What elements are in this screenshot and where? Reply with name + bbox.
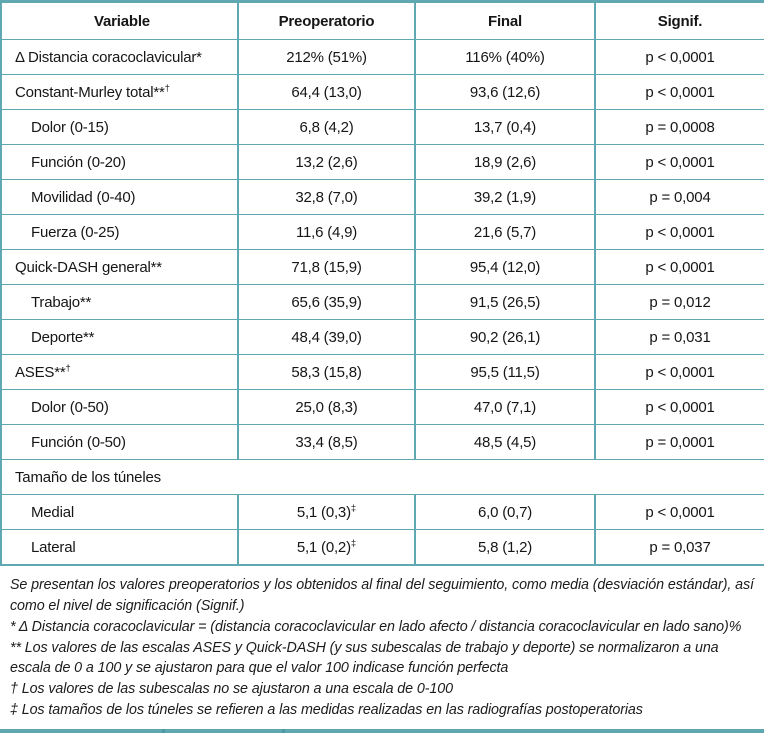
preoperative-value: 48,4 (39,0) — [238, 320, 415, 355]
significance-value: p = 0,004 — [595, 180, 764, 215]
table-row — [1, 320, 764, 355]
row-label — [1, 75, 238, 110]
next-table-column-tick — [282, 729, 285, 733]
table-row — [1, 530, 764, 566]
row-label-text: ASES** — [15, 363, 66, 381]
significance-value: p = 0,0008 — [595, 110, 764, 145]
double-dagger-superscript: ‡ — [350, 537, 357, 549]
table-row — [1, 75, 764, 110]
footnote-general: Se presentan los valores preoperatorios y los obtenidos al final del seguimiento, como media (desviación estándar), así como el nivel de significación (Signif.) — [10, 577, 754, 614]
significance-value: p = 0,012 — [595, 285, 764, 320]
row-label — [1, 180, 238, 215]
table-row — [1, 495, 764, 530]
row-label-text: Quick-DASH general** — [15, 258, 162, 276]
dagger-superscript: † — [164, 82, 170, 94]
significance-value: p = 0,0001 — [595, 425, 764, 460]
column-header-preoperative: Preoperatorio — [238, 2, 415, 40]
table-header-row — [1, 2, 764, 40]
preoperative-value: 212% (51%) — [238, 40, 415, 75]
preoperative-value: 11,6 (4,9) — [238, 215, 415, 250]
final-value: 93,6 (12,6) — [415, 75, 595, 110]
significance-value: p < 0,0001 — [595, 390, 764, 425]
row-label-text: Función (0-50) — [31, 433, 126, 451]
row-label-text: Dolor (0-15) — [31, 118, 109, 136]
significance-value: p < 0,0001 — [595, 250, 764, 285]
significance-value: p < 0,0001 — [595, 145, 764, 180]
row-label — [1, 355, 238, 390]
final-value: 95,4 (12,0) — [415, 250, 595, 285]
preoperative-value: 65,6 (35,9) — [238, 285, 415, 320]
footnote-asterisk: * Δ Distancia coracoclavicular = (distancia coracoclavicular en lado afecto / distancia coracoclavicular en lado sano)% — [10, 618, 742, 635]
significance-value: p < 0,0001 — [595, 215, 764, 250]
significance-value: p < 0,0001 — [595, 495, 764, 530]
row-label — [1, 530, 238, 566]
final-value: 95,5 (11,5) — [415, 355, 595, 390]
preoperative-value: 33,4 (8,5) — [238, 425, 415, 460]
final-value: 48,5 (4,5) — [415, 425, 595, 460]
column-header-final: Final — [415, 2, 595, 40]
next-table-top-border — [0, 729, 764, 733]
final-value: 5,8 (1,2) — [415, 530, 595, 566]
table-row — [1, 285, 764, 320]
row-label — [1, 40, 238, 75]
row-label — [1, 110, 238, 145]
row-label-text: Constant-Murley total** — [15, 83, 165, 101]
final-value: 90,2 (26,1) — [415, 320, 595, 355]
significance-value: p < 0,0001 — [595, 355, 764, 390]
significance-value: p = 0,037 — [595, 530, 764, 566]
dagger-superscript: † — [65, 362, 71, 374]
preoperative-value: 6,8 (4,2) — [238, 110, 415, 145]
footnote-dagger: † Los valores de las subescalas no se ajustaron a una escala de 0-100 — [10, 681, 453, 698]
row-label-text: Medial — [31, 503, 74, 521]
table-row — [1, 250, 764, 285]
preoperative-value: 32,8 (7,0) — [238, 180, 415, 215]
next-table-column-tick — [162, 729, 165, 733]
row-label-text: Movilidad (0-40) — [31, 188, 136, 206]
final-value: 39,2 (1,9) — [415, 180, 595, 215]
row-label — [1, 495, 238, 530]
row-label — [1, 285, 238, 320]
row-label-text: Trabajo** — [31, 293, 92, 311]
table-row — [1, 215, 764, 250]
significance-value: p < 0,0001 — [595, 75, 764, 110]
significance-value: p = 0,031 — [595, 320, 764, 355]
table-row — [1, 390, 764, 425]
final-value: 91,5 (26,5) — [415, 285, 595, 320]
footnote-double-dagger: ‡ Los tamaños de los túneles se refieren a las medidas realizadas en las radiografías postoperatorias — [10, 702, 643, 719]
final-value: 47,0 (7,1) — [415, 390, 595, 425]
row-label — [1, 320, 238, 355]
row-label-text: Lateral — [31, 538, 76, 556]
final-value: 6,0 (0,7) — [415, 495, 595, 530]
row-label — [1, 145, 238, 180]
preoperative-value-text: 5,1 (0,2) — [296, 538, 351, 556]
preoperative-value: 25,0 (8,3) — [238, 390, 415, 425]
final-value: 13,7 (0,4) — [415, 110, 595, 145]
row-label-text: Fuerza (0-25) — [31, 223, 120, 241]
row-label — [1, 390, 238, 425]
table-row — [1, 355, 764, 390]
preoperative-value — [238, 495, 415, 530]
row-label-text: Δ Distancia coracoclavicular* — [15, 48, 202, 66]
table-row — [1, 110, 764, 145]
column-header-variable: Variable — [1, 2, 238, 40]
row-label — [1, 425, 238, 460]
column-header-significance: Signif. — [595, 2, 764, 40]
double-dagger-superscript: ‡ — [350, 502, 357, 514]
preoperative-value-text: 5,1 (0,3) — [296, 503, 351, 521]
significance-value: p < 0,0001 — [595, 40, 764, 75]
final-value: 18,9 (2,6) — [415, 145, 595, 180]
row-label — [1, 215, 238, 250]
preoperative-value: 13,2 (2,6) — [238, 145, 415, 180]
section-header-label: Tamaño de los túneles — [1, 460, 764, 495]
row-label-text: Dolor (0-50) — [31, 398, 109, 416]
table-row — [1, 180, 764, 215]
final-value: 21,6 (5,7) — [415, 215, 595, 250]
preoperative-value: 71,8 (15,9) — [238, 250, 415, 285]
row-label-text: Deporte** — [31, 328, 95, 346]
row-label — [1, 250, 238, 285]
preoperative-value — [238, 530, 415, 566]
table-footnotes — [0, 566, 764, 727]
footnote-double-asterisk: ** Los valores de las escalas ASES y Quick-DASH (y sus subescalas de trabajo y deporte) se normalizaron a una escala de 0 a 100 y se ajustaron para que el valor 100 indicase función perfecta — [10, 639, 719, 677]
table-section-row — [1, 460, 764, 495]
table-row — [1, 425, 764, 460]
preoperative-value: 58,3 (15,8) — [238, 355, 415, 390]
table-row — [1, 40, 764, 75]
final-value: 116% (40%) — [415, 40, 595, 75]
table-row — [1, 145, 764, 180]
preoperative-value: 64,4 (13,0) — [238, 75, 415, 110]
row-label-text: Función (0-20) — [31, 153, 126, 171]
